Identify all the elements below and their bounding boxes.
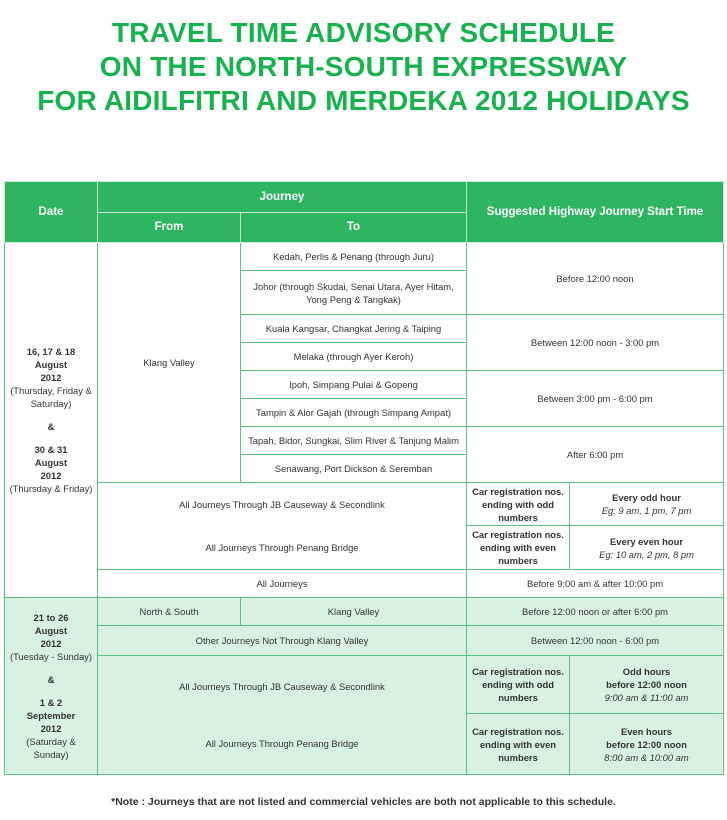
period2-even-time-2: before 12:00 noon (606, 738, 687, 750)
period2-dates-b-month: September (26, 710, 76, 721)
period1-odd-example: Eg: 9 am, 1 pm, 7 pm (601, 505, 692, 516)
header-from: From (98, 213, 241, 243)
period1-from: Klang Valley (98, 243, 241, 483)
period2-causeway-penang (98, 656, 467, 775)
footnote: *Note : Journeys that are not listed and commercial vehicles are both not applicable to this schedule. (111, 796, 616, 808)
period2-other-journeys: Other Journeys Not Through Klang Valley (98, 626, 467, 656)
period1-dates-b-weekdays: (Thursday & Friday) (9, 483, 93, 494)
period2-dates (5, 598, 98, 775)
period1-dates-amp: & (47, 421, 55, 432)
header-to: To (241, 213, 467, 243)
period1-causeway-penang (98, 483, 467, 570)
period1-dates-b-month: August (34, 457, 68, 468)
period2-odd-registration: Car registration nos. ending with odd numbers (467, 656, 570, 714)
period2-dates-b-days: 1 & 2 (39, 697, 63, 708)
period1-all-journeys: All Journeys (98, 570, 467, 598)
period1-even-registration: Car registration nos. ending with even numbers (467, 526, 570, 570)
period1-dates (5, 243, 98, 598)
title-line-3: FOR AIDILFITRI AND MERDEKA 2012 HOLIDAYS (37, 85, 690, 116)
title-line-2: ON THE NORTH-SOUTH EXPRESSWAY (99, 51, 628, 82)
period2-even-registration: Car registration nos. ending with even numbers (467, 714, 570, 775)
period1-odd-time-label: Every odd hour (612, 492, 681, 503)
period2-dates-a-month: August (34, 625, 68, 636)
destination: Ipoh, Simpang Pulai & Gopeng (241, 371, 467, 399)
time-slot: After 6:00 pm (467, 427, 724, 483)
period2-from: North & South (98, 598, 241, 626)
period1-all-time: Before 9:00 am & after 10:00 pm (467, 570, 724, 598)
period2-time-2: Between 12:00 noon - 6:00 pm (467, 626, 724, 656)
period2-dates-b-weekdays: (Saturday & Sunday) (26, 736, 76, 760)
period2-causeway: All Journeys Through JB Causeway & Secondlink (179, 681, 385, 692)
header-journey: Journey (98, 182, 467, 213)
destination: Tampin & Alor Gajah (through Simpang Ampat) (241, 399, 467, 427)
destination: Melaka (through Ayer Keroh) (241, 343, 467, 371)
period1-dates-a-year: 2012 (40, 372, 62, 383)
period1-penang-bridge: All Journeys Through Penang Bridge (205, 542, 359, 553)
header-date: Date (5, 182, 98, 243)
destination: Kedah, Perlis & Penang (through Juru) (241, 243, 467, 271)
time-slot: Between 3:00 pm - 6:00 pm (467, 371, 724, 427)
period2-penang-bridge: All Journeys Through Penang Bridge (205, 738, 359, 749)
period2-even-time (570, 714, 724, 775)
destination: Senawang, Port Dickson & Seremban (241, 455, 467, 483)
period2-odd-example: 9:00 am & 11:00 am (604, 692, 689, 703)
schedule-table (4, 181, 724, 775)
time-slot: Between 12:00 noon - 3:00 pm (467, 315, 724, 371)
period2-dates-a-days: 21 to 26 (33, 612, 69, 623)
destination: Tapah, Bidor, Sungkai, Slim River & Tanjung Malim (241, 427, 467, 455)
period2-odd-time-1: Odd hours (622, 666, 671, 677)
header-start-time: Suggested Highway Journey Start Time (467, 182, 724, 243)
period1-dates-a-days: 16, 17 & 18 (26, 346, 76, 357)
period1-dates-b-year: 2012 (40, 470, 62, 481)
period1-dates-b-days: 30 & 31 (34, 444, 68, 455)
period1-odd-time (570, 483, 724, 526)
period2-even-example: 8:00 am & 10:00 am (604, 751, 689, 763)
title-line-1: TRAVEL TIME ADVISORY SCHEDULE (111, 17, 616, 48)
period1-dates-a-month: August (34, 359, 68, 370)
page-title (0, 16, 727, 118)
period1-odd-registration: Car registration nos. ending with odd numbers (467, 483, 570, 526)
period1-even-time-label: Every even hour (610, 535, 683, 547)
period2-dates-b-year: 2012 (40, 723, 62, 734)
period1-causeway: All Journeys Through JB Causeway & Secondlink (179, 499, 385, 510)
period2-odd-time-2: before 12:00 noon (606, 679, 687, 690)
period2-odd-time (570, 656, 724, 714)
destination: Kuala Kangsar, Changkat Jering & Taiping (241, 315, 467, 343)
period2-dates-a-year: 2012 (40, 638, 62, 649)
period1-dates-a-weekdays: (Thursday, Friday & Saturday) (10, 385, 92, 409)
period2-dates-a-weekdays: (Tuesday - Sunday) (10, 651, 92, 662)
period1-even-example: Eg: 10 am, 2 pm, 8 pm (599, 548, 694, 560)
time-slot: Before 12:00 noon (467, 243, 724, 315)
period2-to: Klang Valley (241, 598, 467, 626)
destination: Johor (through Skudai, Senai Utara, Ayer Hitam, Yong Peng & Tangkak) (241, 271, 467, 315)
period2-time-1: Before 12:00 noon or after 6:00 pm (467, 598, 724, 626)
period1-even-time (570, 526, 724, 570)
period2-dates-amp: & (47, 674, 55, 685)
period2-even-time-1: Even hours (620, 725, 673, 737)
